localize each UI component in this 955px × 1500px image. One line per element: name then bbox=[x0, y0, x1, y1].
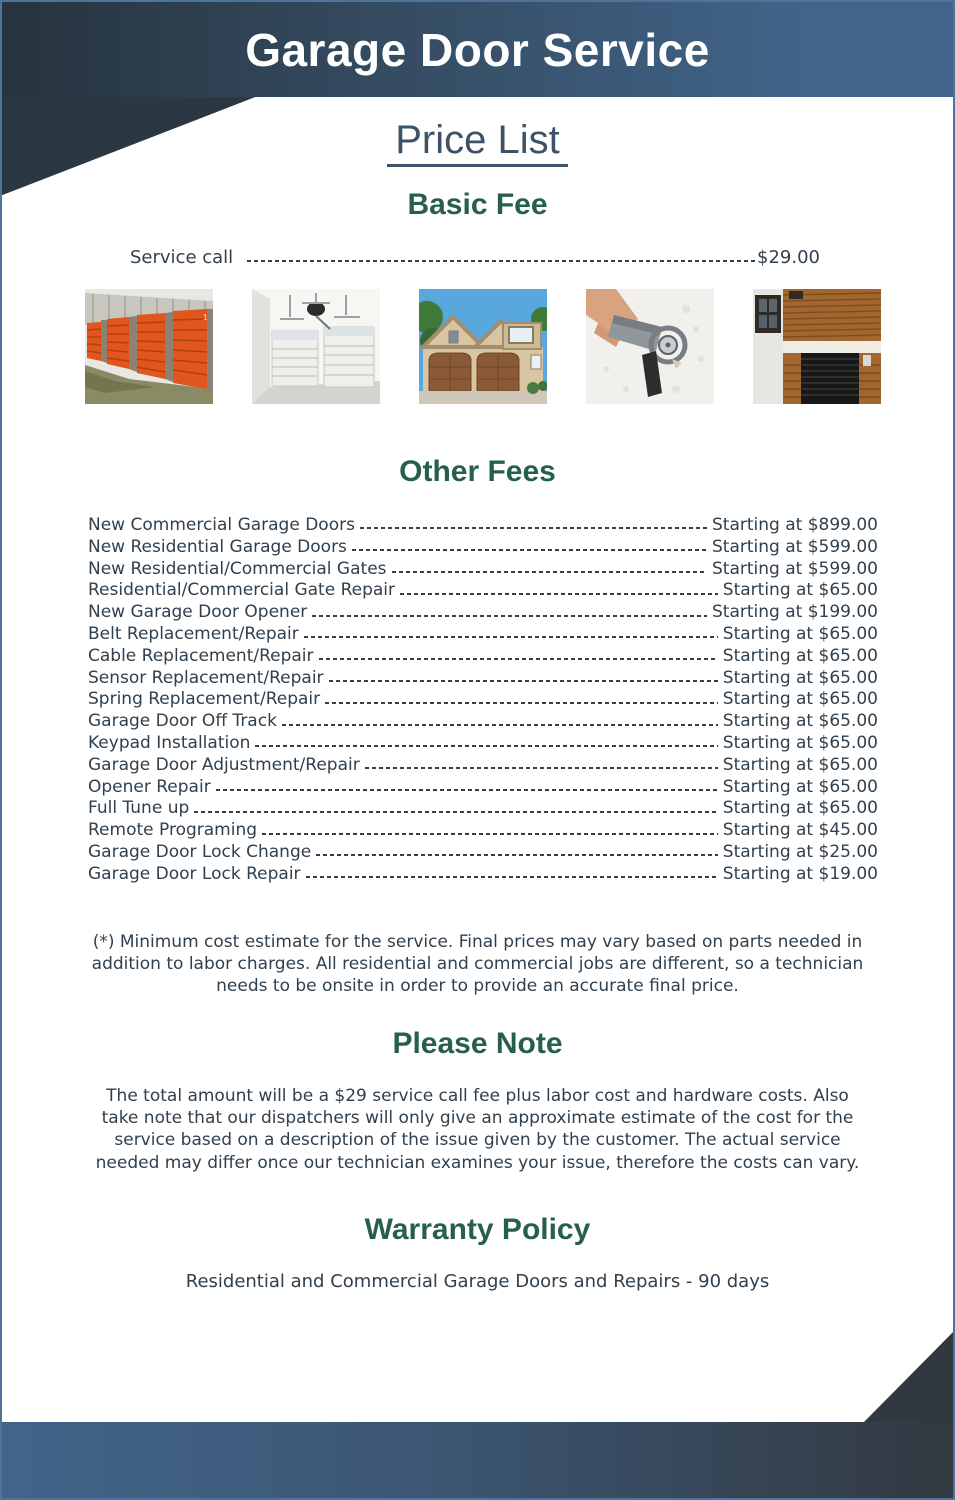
paragraph-line: needs to be onsite in order to provide an accurate final price. bbox=[216, 976, 739, 997]
fee-price: Starting at $65.00 bbox=[722, 711, 878, 732]
paragraph-line: addition to labor charges. All residential and commercial jobs are different, so a technician bbox=[91, 953, 864, 974]
service-call-label: Service call bbox=[130, 247, 234, 268]
dotted-leader bbox=[306, 864, 718, 886]
other-fees-heading: Other Fees bbox=[399, 455, 556, 488]
fee-row bbox=[88, 537, 878, 559]
fee-label: Opener Repair bbox=[88, 776, 211, 797]
fee-list bbox=[88, 515, 878, 886]
fee-label: Residential/Commercial Gate Repair bbox=[88, 580, 395, 601]
paragraph-line: service based on a description of the issue given by the customer. The actual service bbox=[114, 1130, 841, 1151]
fee-row bbox=[88, 646, 878, 668]
dotted-leader bbox=[392, 559, 707, 581]
please-note-paragraph bbox=[0, 1085, 955, 1175]
fee-row bbox=[88, 777, 878, 799]
fee-label: Sensor Replacement/Repair bbox=[88, 667, 324, 688]
fee-row bbox=[88, 515, 878, 537]
document-body bbox=[0, 97, 955, 1293]
dotted-leader bbox=[282, 711, 718, 733]
page-title: Garage Door Service bbox=[245, 23, 710, 76]
dotted-leader bbox=[365, 755, 718, 777]
fee-label: Cable Replacement/Repair bbox=[88, 645, 314, 666]
paragraph-line: take note that our dispatchers will only give an approximate estimate of the cost for the bbox=[101, 1108, 854, 1129]
fee-label: Keypad Installation bbox=[88, 732, 251, 753]
garage-interior-photo bbox=[252, 289, 380, 404]
service-call-row bbox=[130, 247, 820, 269]
paragraph-line: (*) Minimum cost estimate for the service. Final prices may vary based on parts needed in bbox=[92, 931, 863, 952]
dotted-leader bbox=[216, 777, 718, 799]
fee-price: Starting at $65.00 bbox=[722, 580, 878, 601]
dotted-leader bbox=[352, 537, 707, 559]
fee-label: New Garage Door Opener bbox=[88, 602, 308, 623]
footer-band bbox=[0, 1422, 955, 1500]
fee-label: New Commercial Garage Doors bbox=[88, 515, 355, 535]
bottom-right-corner-shape bbox=[863, 1330, 955, 1423]
dotted-leader bbox=[247, 247, 757, 269]
fee-row bbox=[88, 733, 878, 755]
fee-price: Starting at $19.00 bbox=[722, 863, 878, 884]
fee-label: Full Tune up bbox=[88, 798, 190, 819]
basic-fee-heading: Basic Fee bbox=[407, 188, 548, 221]
fee-row bbox=[88, 602, 878, 624]
dotted-leader bbox=[325, 689, 718, 711]
fee-row bbox=[88, 755, 878, 777]
please-note-heading: Please Note bbox=[392, 1026, 563, 1060]
fee-price: Starting at $599.00 bbox=[711, 558, 878, 579]
dotted-leader bbox=[194, 798, 718, 820]
fee-row bbox=[88, 798, 878, 820]
fee-price: Starting at $65.00 bbox=[722, 645, 878, 666]
paragraph-line: The total amount will be a $29 service call fee plus labor cost and hardware costs. Also bbox=[106, 1085, 849, 1106]
fee-price: Starting at $599.00 bbox=[711, 536, 878, 557]
header-band bbox=[0, 0, 955, 97]
fee-price: Starting at $45.00 bbox=[722, 820, 878, 841]
fee-price: Starting at $65.00 bbox=[722, 798, 878, 819]
dotted-leader bbox=[316, 842, 718, 864]
fee-label: New Residential/Commercial Gates bbox=[88, 558, 387, 579]
warranty-policy-text: Residential and Commercial Garage Doors and Repairs - 90 days bbox=[185, 1271, 770, 1293]
fee-label: Garage Door Lock Change bbox=[88, 841, 312, 862]
disclaimer-paragraph bbox=[0, 931, 955, 998]
storage-units-photo bbox=[85, 289, 213, 404]
fee-row bbox=[88, 689, 878, 711]
fee-row bbox=[88, 559, 878, 581]
dotted-leader bbox=[360, 515, 707, 537]
paragraph-line: needed may differ once our technician examines your issue, therefore the costs can vary. bbox=[95, 1152, 860, 1173]
dotted-leader bbox=[304, 624, 718, 646]
dotted-leader bbox=[329, 668, 718, 690]
fee-row bbox=[88, 842, 878, 864]
fee-price: Starting at $65.00 bbox=[722, 689, 878, 710]
fee-row bbox=[88, 711, 878, 733]
dotted-leader bbox=[255, 733, 717, 755]
fee-price: Starting at $65.00 bbox=[722, 776, 878, 797]
fee-price: Starting at $65.00 bbox=[722, 623, 878, 644]
fee-label: Garage Door Lock Repair bbox=[88, 863, 301, 884]
fee-row bbox=[88, 820, 878, 842]
fee-price: Starting at $25.00 bbox=[722, 841, 878, 862]
dotted-leader bbox=[400, 580, 718, 602]
fee-label: Belt Replacement/Repair bbox=[88, 623, 299, 644]
house-garage-photo bbox=[419, 289, 547, 404]
price-list-title: Price List bbox=[387, 117, 568, 167]
fee-price: Starting at $65.00 bbox=[722, 754, 878, 775]
fee-row bbox=[88, 624, 878, 646]
fee-price: Starting at $199.00 bbox=[711, 602, 878, 623]
service-call-price: $29.00 bbox=[757, 247, 820, 268]
dotted-leader bbox=[312, 602, 707, 624]
photo-gallery bbox=[85, 289, 881, 404]
dotted-leader bbox=[319, 646, 718, 668]
fee-label: Spring Replacement/Repair bbox=[88, 689, 321, 710]
dotted-leader bbox=[262, 820, 718, 842]
fee-label: Remote Programing bbox=[88, 820, 258, 841]
fee-label: New Residential Garage Doors bbox=[88, 536, 347, 557]
fee-label: Garage Door Off Track bbox=[88, 711, 277, 732]
fee-row bbox=[88, 580, 878, 602]
fee-row bbox=[88, 864, 878, 886]
wood-building-photo bbox=[753, 289, 881, 404]
warranty-policy-heading: Warranty Policy bbox=[364, 1213, 591, 1247]
fee-price: Starting at $899.00 bbox=[711, 515, 878, 535]
svg-text:1: 1 bbox=[203, 313, 208, 322]
fee-price: Starting at $65.00 bbox=[722, 667, 878, 688]
drilling-tool-photo bbox=[586, 289, 714, 404]
fee-row bbox=[88, 668, 878, 690]
fee-label: Garage Door Adjustment/Repair bbox=[88, 754, 360, 775]
fee-price: Starting at $65.00 bbox=[722, 732, 878, 753]
